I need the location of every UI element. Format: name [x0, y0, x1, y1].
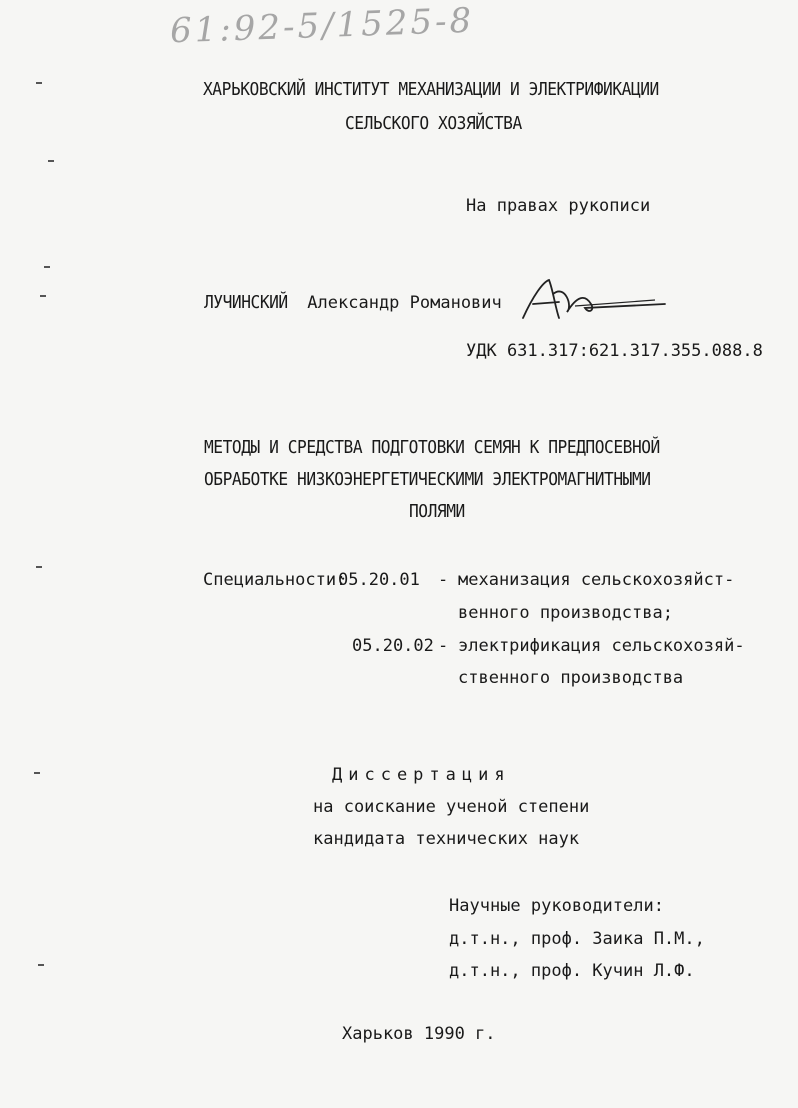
dissertation-line-2: кандидата технических наук: [313, 829, 580, 849]
handwritten-catalog-note: 61:92-5/1525-8: [169, 0, 475, 52]
speciality-1-dash: -: [438, 570, 449, 590]
scan-speck: [48, 160, 54, 162]
author-surname: ЛУЧИНСКИЙ: [204, 292, 288, 313]
speciality-1-line-2: венного производства;: [458, 603, 673, 623]
udc-code: УДК 631.317:621.317.355.088.8: [466, 341, 763, 361]
author-given-names: Александр Романович: [307, 293, 502, 313]
scan-speck: [38, 964, 44, 966]
speciality-1-line-1: механизация сельскохозяйст-: [458, 570, 735, 590]
institution-line-1: ХАРЬКОВСКИЙ ИНСТИТУТ МЕХАНИЗАЦИИ И ЭЛЕКТРИФИКАЦИИ: [203, 79, 659, 100]
speciality-1-code: 05.20.01: [338, 570, 420, 590]
scan-speck: [36, 82, 42, 84]
supervisors-label: Научные руководители:: [449, 896, 664, 916]
supervisor-1: д.т.н., проф. Заика П.М.,: [449, 929, 705, 949]
dissertation-line-1: на соискание ученой степени: [313, 797, 590, 817]
scan-speck: [44, 266, 50, 268]
supervisor-2: д.т.н., проф. Кучин Л.Ф.: [449, 961, 695, 981]
speciality-2-line-2: ственного производства: [458, 668, 684, 688]
title-line-1: МЕТОДЫ И СРЕДСТВА ПОДГОТОВКИ СЕМЯН К ПРЕДПОСЕВНОЙ: [204, 437, 660, 458]
scan-speck: [36, 566, 42, 568]
rights-note: На правах рукописи: [466, 196, 651, 216]
speciality-2-dash: -: [438, 636, 449, 656]
speciality-2-code: 05.20.02: [352, 636, 434, 656]
title-line-3: ПОЛЯМИ: [409, 501, 465, 522]
speciality-2-line-1: электрификация сельскохозяй-: [458, 636, 745, 656]
place-and-year: Харьков 1990 г.: [342, 1024, 496, 1044]
specialities-label: Специальности:: [203, 570, 347, 590]
author-signature: [515, 276, 675, 326]
title-line-2: ОБРАБОТКЕ НИЗКОЭНЕРГЕТИЧЕСКИМИ ЭЛЕКТРОМАГНИТНЫМИ: [204, 469, 651, 490]
scan-speck: [34, 772, 40, 774]
institution-line-2: СЕЛЬСКОГО ХОЗЯЙСТВА: [345, 113, 522, 134]
scan-speck: [40, 295, 46, 297]
author-name: [204, 293, 502, 313]
dissertation-heading: Диссертация: [332, 765, 511, 785]
